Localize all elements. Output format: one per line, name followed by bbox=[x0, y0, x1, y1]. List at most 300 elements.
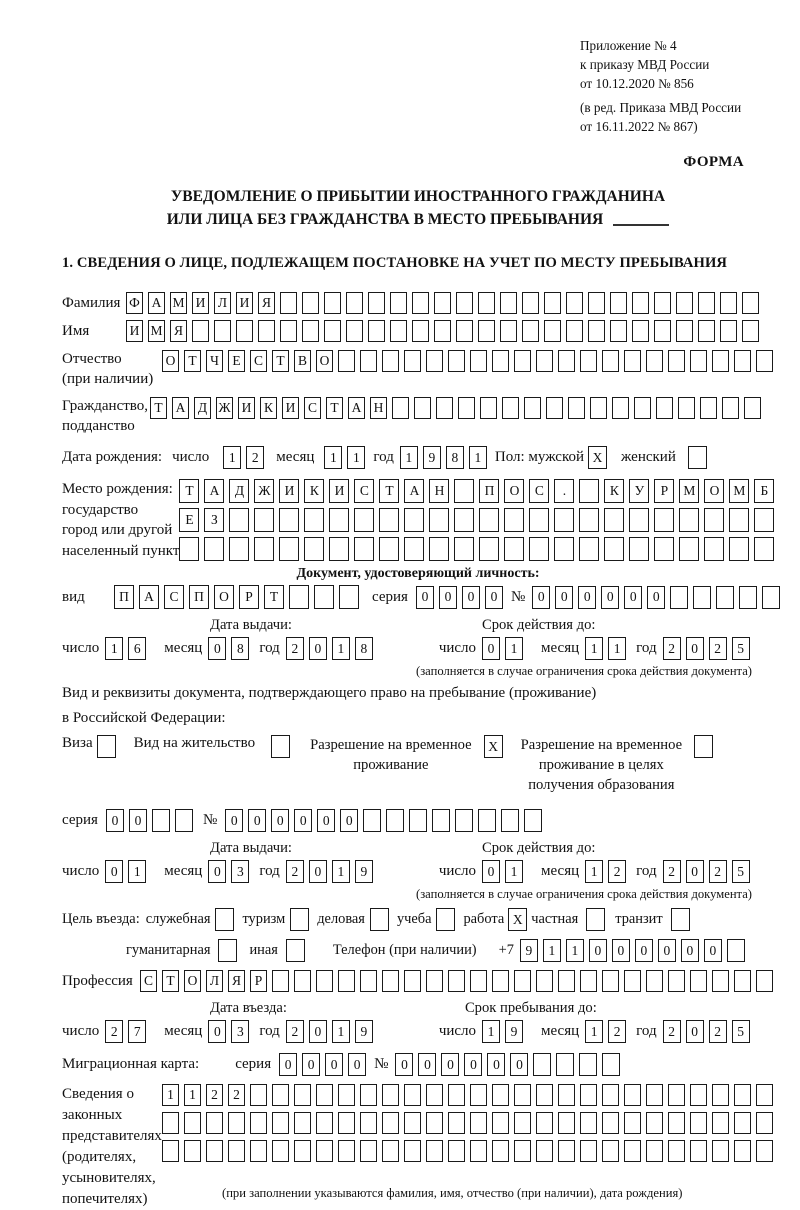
char-cell[interactable]: 1 bbox=[469, 446, 487, 469]
char-cell[interactable]: Т bbox=[379, 479, 399, 503]
char-cell[interactable] bbox=[514, 1140, 531, 1162]
char-cell[interactable] bbox=[756, 1084, 773, 1106]
char-cell[interactable] bbox=[272, 970, 289, 992]
char-cell[interactable] bbox=[316, 1084, 333, 1106]
char-cell[interactable]: 0 bbox=[482, 637, 500, 660]
char-cell[interactable] bbox=[762, 586, 780, 609]
char-cell[interactable] bbox=[729, 537, 749, 561]
char-cell[interactable]: Н bbox=[370, 397, 387, 419]
char-cell[interactable]: И bbox=[282, 397, 299, 419]
char-cell[interactable] bbox=[536, 1140, 553, 1162]
char-cell[interactable] bbox=[646, 1140, 663, 1162]
char-cell[interactable] bbox=[448, 1084, 465, 1106]
char-cell[interactable]: П bbox=[189, 585, 209, 609]
char-cell[interactable]: Т bbox=[179, 479, 199, 503]
char-cell[interactable]: 5 bbox=[732, 860, 750, 883]
char-cell[interactable]: 0 bbox=[340, 809, 358, 832]
char-cell[interactable] bbox=[404, 1084, 421, 1106]
char-cell[interactable] bbox=[412, 292, 429, 314]
char-cell[interactable]: З bbox=[204, 508, 224, 532]
char-cell[interactable] bbox=[470, 970, 487, 992]
char-cell[interactable]: 0 bbox=[208, 1020, 226, 1043]
char-cell[interactable]: 0 bbox=[441, 1053, 459, 1076]
char-cell[interactable] bbox=[382, 1112, 399, 1134]
char-cell[interactable]: 1 bbox=[505, 860, 523, 883]
char-cell[interactable]: 1 bbox=[585, 637, 603, 660]
char-cell[interactable] bbox=[734, 350, 751, 372]
char-cell[interactable] bbox=[480, 397, 497, 419]
char-cell[interactable]: 1 bbox=[585, 860, 603, 883]
char-cell[interactable] bbox=[602, 1140, 619, 1162]
char-cell[interactable] bbox=[404, 508, 424, 532]
char-cell[interactable]: Е bbox=[179, 508, 199, 532]
char-cell[interactable] bbox=[568, 397, 585, 419]
char-cell[interactable]: 8 bbox=[446, 446, 464, 469]
char-cell[interactable] bbox=[368, 292, 385, 314]
char-cell[interactable] bbox=[500, 320, 517, 342]
char-cell[interactable] bbox=[671, 908, 690, 931]
char-cell[interactable] bbox=[370, 908, 389, 931]
char-cell[interactable] bbox=[470, 1112, 487, 1134]
char-cell[interactable] bbox=[228, 1140, 245, 1162]
char-cell[interactable] bbox=[693, 586, 711, 609]
char-cell[interactable] bbox=[504, 537, 524, 561]
char-cell[interactable] bbox=[590, 397, 607, 419]
char-cell[interactable]: 0 bbox=[348, 1053, 366, 1076]
char-cell[interactable] bbox=[612, 397, 629, 419]
char-cell[interactable]: Ж bbox=[254, 479, 274, 503]
char-cell[interactable]: Д bbox=[194, 397, 211, 419]
char-cell[interactable]: Т bbox=[184, 350, 201, 372]
char-cell[interactable]: 0 bbox=[129, 809, 147, 832]
char-cell[interactable]: 2 bbox=[608, 860, 626, 883]
char-cell[interactable]: А bbox=[404, 479, 424, 503]
char-cell[interactable] bbox=[712, 1084, 729, 1106]
char-cell[interactable] bbox=[566, 320, 583, 342]
checkbox-other[interactable] bbox=[286, 939, 305, 962]
char-cell[interactable] bbox=[588, 292, 605, 314]
char-cell[interactable] bbox=[206, 1112, 223, 1134]
char-cell[interactable] bbox=[602, 1053, 620, 1076]
char-cell[interactable] bbox=[610, 292, 627, 314]
char-cell[interactable] bbox=[610, 320, 627, 342]
char-cell[interactable] bbox=[698, 320, 715, 342]
char-cell[interactable] bbox=[354, 508, 374, 532]
char-cell[interactable] bbox=[426, 1140, 443, 1162]
char-cell[interactable] bbox=[492, 1140, 509, 1162]
char-cell[interactable] bbox=[379, 537, 399, 561]
char-cell[interactable]: 1 bbox=[608, 637, 626, 660]
char-cell[interactable]: 9 bbox=[423, 446, 441, 469]
char-cell[interactable]: Р bbox=[654, 479, 674, 503]
checkbox-female[interactable] bbox=[688, 446, 707, 469]
char-cell[interactable]: 2 bbox=[663, 860, 681, 883]
char-cell[interactable]: 0 bbox=[208, 637, 226, 660]
char-cell[interactable] bbox=[529, 508, 549, 532]
char-cell[interactable] bbox=[454, 479, 474, 503]
char-cell[interactable] bbox=[756, 350, 773, 372]
char-cell[interactable]: 0 bbox=[624, 586, 642, 609]
char-cell[interactable] bbox=[272, 1140, 289, 1162]
char-cell[interactable] bbox=[379, 508, 399, 532]
char-cell[interactable] bbox=[289, 585, 309, 609]
char-cell[interactable] bbox=[426, 350, 443, 372]
char-cell[interactable] bbox=[679, 508, 699, 532]
char-cell[interactable] bbox=[434, 292, 451, 314]
char-cell[interactable] bbox=[184, 1140, 201, 1162]
char-cell[interactable] bbox=[756, 970, 773, 992]
char-cell[interactable]: 0 bbox=[294, 809, 312, 832]
char-cell[interactable] bbox=[272, 1084, 289, 1106]
char-cell[interactable] bbox=[676, 292, 693, 314]
char-cell[interactable] bbox=[492, 1084, 509, 1106]
char-cell[interactable] bbox=[458, 397, 475, 419]
char-cell[interactable] bbox=[338, 350, 355, 372]
char-cell[interactable]: X bbox=[484, 735, 503, 758]
char-cell[interactable]: И bbox=[238, 397, 255, 419]
char-cell[interactable]: 0 bbox=[317, 809, 335, 832]
char-cell[interactable] bbox=[429, 537, 449, 561]
char-cell[interactable] bbox=[404, 350, 421, 372]
char-cell[interactable]: 0 bbox=[271, 809, 289, 832]
char-cell[interactable]: Ф bbox=[126, 292, 143, 314]
char-cell[interactable]: 1 bbox=[105, 637, 123, 660]
char-cell[interactable]: 0 bbox=[686, 1020, 704, 1043]
char-cell[interactable] bbox=[492, 350, 509, 372]
char-cell[interactable] bbox=[360, 350, 377, 372]
char-cell[interactable] bbox=[250, 1140, 267, 1162]
char-cell[interactable] bbox=[175, 809, 193, 832]
char-cell[interactable] bbox=[479, 537, 499, 561]
char-cell[interactable]: Т bbox=[162, 970, 179, 992]
char-cell[interactable]: О bbox=[162, 350, 179, 372]
char-cell[interactable] bbox=[712, 1140, 729, 1162]
char-cell[interactable] bbox=[654, 320, 671, 342]
char-cell[interactable] bbox=[360, 970, 377, 992]
char-cell[interactable]: Я bbox=[170, 320, 187, 342]
char-cell[interactable] bbox=[624, 970, 641, 992]
char-cell[interactable] bbox=[604, 508, 624, 532]
char-cell[interactable] bbox=[456, 320, 473, 342]
char-cell[interactable]: 0 bbox=[416, 586, 434, 609]
char-cell[interactable] bbox=[524, 809, 542, 832]
char-cell[interactable] bbox=[604, 537, 624, 561]
char-cell[interactable] bbox=[360, 1084, 377, 1106]
char-cell[interactable]: А bbox=[139, 585, 159, 609]
char-cell[interactable]: С bbox=[140, 970, 157, 992]
char-cell[interactable] bbox=[228, 1112, 245, 1134]
char-cell[interactable]: 0 bbox=[395, 1053, 413, 1076]
char-cell[interactable] bbox=[97, 735, 116, 758]
char-cell[interactable]: 1 bbox=[400, 446, 418, 469]
char-cell[interactable]: 0 bbox=[555, 586, 573, 609]
char-cell[interactable] bbox=[382, 970, 399, 992]
char-cell[interactable] bbox=[338, 1140, 355, 1162]
char-cell[interactable]: 7 bbox=[128, 1020, 146, 1043]
char-cell[interactable] bbox=[280, 320, 297, 342]
char-cell[interactable] bbox=[756, 1112, 773, 1134]
char-cell[interactable] bbox=[727, 939, 745, 962]
char-cell[interactable] bbox=[279, 508, 299, 532]
char-cell[interactable] bbox=[558, 970, 575, 992]
char-cell[interactable]: А bbox=[348, 397, 365, 419]
char-cell[interactable] bbox=[668, 1140, 685, 1162]
char-cell[interactable] bbox=[514, 1112, 531, 1134]
char-cell[interactable]: 0 bbox=[309, 637, 327, 660]
char-cell[interactable] bbox=[316, 1112, 333, 1134]
char-cell[interactable]: И bbox=[236, 292, 253, 314]
char-cell[interactable] bbox=[546, 397, 563, 419]
char-cell[interactable]: 0 bbox=[208, 860, 226, 883]
char-cell[interactable] bbox=[426, 1084, 443, 1106]
char-cell[interactable] bbox=[654, 292, 671, 314]
char-cell[interactable] bbox=[580, 1084, 597, 1106]
char-cell[interactable] bbox=[404, 1112, 421, 1134]
char-cell[interactable] bbox=[455, 809, 473, 832]
char-cell[interactable]: Б bbox=[754, 479, 774, 503]
char-cell[interactable] bbox=[478, 320, 495, 342]
char-cell[interactable] bbox=[404, 1140, 421, 1162]
char-cell[interactable]: 0 bbox=[309, 860, 327, 883]
char-cell[interactable] bbox=[742, 320, 759, 342]
char-cell[interactable] bbox=[454, 537, 474, 561]
char-cell[interactable] bbox=[390, 320, 407, 342]
char-cell[interactable] bbox=[346, 292, 363, 314]
char-cell[interactable] bbox=[434, 320, 451, 342]
char-cell[interactable] bbox=[720, 320, 737, 342]
char-cell[interactable]: 9 bbox=[505, 1020, 523, 1043]
char-cell[interactable] bbox=[470, 1140, 487, 1162]
char-cell[interactable] bbox=[679, 537, 699, 561]
char-cell[interactable]: 9 bbox=[520, 939, 538, 962]
char-cell[interactable] bbox=[363, 809, 381, 832]
char-cell[interactable] bbox=[338, 1084, 355, 1106]
char-cell[interactable] bbox=[286, 939, 305, 962]
char-cell[interactable]: 0 bbox=[681, 939, 699, 962]
char-cell[interactable]: И bbox=[126, 320, 143, 342]
char-cell[interactable] bbox=[272, 1112, 289, 1134]
char-cell[interactable]: 1 bbox=[332, 637, 350, 660]
char-cell[interactable] bbox=[409, 809, 427, 832]
char-cell[interactable] bbox=[544, 292, 561, 314]
char-cell[interactable] bbox=[192, 320, 209, 342]
char-cell[interactable] bbox=[414, 397, 431, 419]
char-cell[interactable]: 1 bbox=[324, 446, 342, 469]
char-cell[interactable] bbox=[456, 292, 473, 314]
char-cell[interactable] bbox=[432, 809, 450, 832]
char-cell[interactable] bbox=[304, 508, 324, 532]
char-cell[interactable]: О bbox=[504, 479, 524, 503]
char-cell[interactable] bbox=[271, 735, 290, 758]
char-cell[interactable]: 0 bbox=[532, 586, 550, 609]
char-cell[interactable] bbox=[624, 1084, 641, 1106]
checkbox-study[interactable] bbox=[436, 908, 455, 931]
char-cell[interactable] bbox=[501, 809, 519, 832]
char-cell[interactable] bbox=[668, 1084, 685, 1106]
char-cell[interactable]: О bbox=[214, 585, 234, 609]
char-cell[interactable] bbox=[720, 292, 737, 314]
char-cell[interactable] bbox=[536, 350, 553, 372]
char-cell[interactable] bbox=[514, 350, 531, 372]
char-cell[interactable] bbox=[206, 1140, 223, 1162]
char-cell[interactable] bbox=[162, 1112, 179, 1134]
char-cell[interactable] bbox=[744, 397, 761, 419]
char-cell[interactable] bbox=[579, 479, 599, 503]
char-cell[interactable] bbox=[694, 735, 713, 758]
char-cell[interactable] bbox=[554, 537, 574, 561]
char-cell[interactable] bbox=[734, 1140, 751, 1162]
char-cell[interactable] bbox=[668, 1112, 685, 1134]
char-cell[interactable] bbox=[629, 508, 649, 532]
char-cell[interactable]: 0 bbox=[487, 1053, 505, 1076]
char-cell[interactable]: Т bbox=[264, 585, 284, 609]
char-cell[interactable] bbox=[654, 537, 674, 561]
char-cell[interactable] bbox=[338, 970, 355, 992]
char-cell[interactable]: 3 bbox=[231, 1020, 249, 1043]
char-cell[interactable] bbox=[688, 446, 707, 469]
char-cell[interactable]: 0 bbox=[482, 860, 500, 883]
char-cell[interactable] bbox=[500, 292, 517, 314]
char-cell[interactable] bbox=[429, 508, 449, 532]
char-cell[interactable]: 2 bbox=[228, 1084, 245, 1106]
char-cell[interactable]: 6 bbox=[128, 637, 146, 660]
checkbox-temp-residence[interactable] bbox=[484, 735, 503, 758]
char-cell[interactable] bbox=[602, 1112, 619, 1134]
checkbox-visa[interactable] bbox=[97, 735, 116, 758]
char-cell[interactable]: 0 bbox=[309, 1020, 327, 1043]
char-cell[interactable]: Л bbox=[214, 292, 231, 314]
char-cell[interactable] bbox=[629, 537, 649, 561]
char-cell[interactable] bbox=[602, 1084, 619, 1106]
char-cell[interactable]: К bbox=[260, 397, 277, 419]
char-cell[interactable]: 2 bbox=[709, 860, 727, 883]
char-cell[interactable]: И bbox=[279, 479, 299, 503]
char-cell[interactable]: 0 bbox=[418, 1053, 436, 1076]
char-cell[interactable]: 0 bbox=[589, 939, 607, 962]
char-cell[interactable]: 2 bbox=[105, 1020, 123, 1043]
char-cell[interactable] bbox=[533, 1053, 551, 1076]
char-cell[interactable]: М bbox=[679, 479, 699, 503]
checkbox-official[interactable] bbox=[215, 908, 234, 931]
char-cell[interactable]: У bbox=[629, 479, 649, 503]
char-cell[interactable] bbox=[448, 1140, 465, 1162]
char-cell[interactable] bbox=[754, 508, 774, 532]
char-cell[interactable]: К bbox=[304, 479, 324, 503]
char-cell[interactable] bbox=[566, 292, 583, 314]
char-cell[interactable]: Т bbox=[272, 350, 289, 372]
char-cell[interactable] bbox=[712, 970, 729, 992]
char-cell[interactable] bbox=[152, 809, 170, 832]
char-cell[interactable] bbox=[579, 508, 599, 532]
char-cell[interactable]: С bbox=[250, 350, 267, 372]
char-cell[interactable] bbox=[478, 809, 496, 832]
char-cell[interactable] bbox=[502, 397, 519, 419]
char-cell[interactable] bbox=[580, 350, 597, 372]
char-cell[interactable] bbox=[392, 397, 409, 419]
char-cell[interactable] bbox=[700, 397, 717, 419]
char-cell[interactable] bbox=[554, 508, 574, 532]
char-cell[interactable] bbox=[294, 1140, 311, 1162]
char-cell[interactable]: 0 bbox=[439, 586, 457, 609]
char-cell[interactable] bbox=[524, 397, 541, 419]
char-cell[interactable] bbox=[404, 537, 424, 561]
char-cell[interactable] bbox=[294, 1112, 311, 1134]
char-cell[interactable]: Т bbox=[150, 397, 167, 419]
checkbox-private[interactable] bbox=[586, 908, 605, 931]
char-cell[interactable] bbox=[229, 537, 249, 561]
char-cell[interactable] bbox=[529, 537, 549, 561]
char-cell[interactable]: 8 bbox=[231, 637, 249, 660]
char-cell[interactable] bbox=[690, 1112, 707, 1134]
char-cell[interactable] bbox=[448, 350, 465, 372]
checkbox-transit[interactable] bbox=[671, 908, 690, 931]
char-cell[interactable]: Н bbox=[429, 479, 449, 503]
char-cell[interactable] bbox=[229, 508, 249, 532]
char-cell[interactable]: Р bbox=[239, 585, 259, 609]
char-cell[interactable] bbox=[504, 508, 524, 532]
char-cell[interactable] bbox=[734, 970, 751, 992]
char-cell[interactable] bbox=[354, 537, 374, 561]
char-cell[interactable] bbox=[448, 970, 465, 992]
char-cell[interactable] bbox=[678, 397, 695, 419]
char-cell[interactable] bbox=[580, 1112, 597, 1134]
char-cell[interactable] bbox=[522, 320, 539, 342]
char-cell[interactable] bbox=[448, 1112, 465, 1134]
char-cell[interactable] bbox=[602, 350, 619, 372]
char-cell[interactable]: И bbox=[329, 479, 349, 503]
char-cell[interactable] bbox=[479, 508, 499, 532]
char-cell[interactable]: М bbox=[170, 292, 187, 314]
char-cell[interactable] bbox=[454, 508, 474, 532]
char-cell[interactable] bbox=[522, 292, 539, 314]
char-cell[interactable] bbox=[742, 292, 759, 314]
char-cell[interactable] bbox=[436, 908, 455, 931]
char-cell[interactable] bbox=[426, 1112, 443, 1134]
char-cell[interactable]: 8 bbox=[355, 637, 373, 660]
char-cell[interactable] bbox=[586, 908, 605, 931]
char-cell[interactable]: X bbox=[508, 908, 527, 931]
checkbox-tourism[interactable] bbox=[290, 908, 309, 931]
checkbox-temp-residence-education[interactable] bbox=[694, 735, 713, 758]
char-cell[interactable] bbox=[215, 908, 234, 931]
char-cell[interactable]: 0 bbox=[686, 860, 704, 883]
char-cell[interactable]: 2 bbox=[663, 1020, 681, 1043]
char-cell[interactable]: 0 bbox=[302, 1053, 320, 1076]
char-cell[interactable]: К bbox=[604, 479, 624, 503]
char-cell[interactable]: М bbox=[729, 479, 749, 503]
char-cell[interactable] bbox=[324, 320, 341, 342]
char-cell[interactable]: Л bbox=[206, 970, 223, 992]
char-cell[interactable] bbox=[556, 1053, 574, 1076]
char-cell[interactable] bbox=[536, 1084, 553, 1106]
char-cell[interactable]: 0 bbox=[510, 1053, 528, 1076]
char-cell[interactable]: А bbox=[204, 479, 224, 503]
char-cell[interactable] bbox=[179, 537, 199, 561]
char-cell[interactable]: X bbox=[588, 446, 607, 469]
char-cell[interactable]: 0 bbox=[601, 586, 619, 609]
char-cell[interactable]: С bbox=[304, 397, 321, 419]
char-cell[interactable] bbox=[339, 585, 359, 609]
char-cell[interactable] bbox=[646, 1112, 663, 1134]
char-cell[interactable]: . bbox=[554, 479, 574, 503]
char-cell[interactable]: Р bbox=[250, 970, 267, 992]
char-cell[interactable] bbox=[470, 350, 487, 372]
char-cell[interactable]: 0 bbox=[686, 637, 704, 660]
char-cell[interactable] bbox=[514, 1084, 531, 1106]
char-cell[interactable] bbox=[646, 350, 663, 372]
char-cell[interactable]: 9 bbox=[355, 1020, 373, 1043]
char-cell[interactable] bbox=[690, 1140, 707, 1162]
